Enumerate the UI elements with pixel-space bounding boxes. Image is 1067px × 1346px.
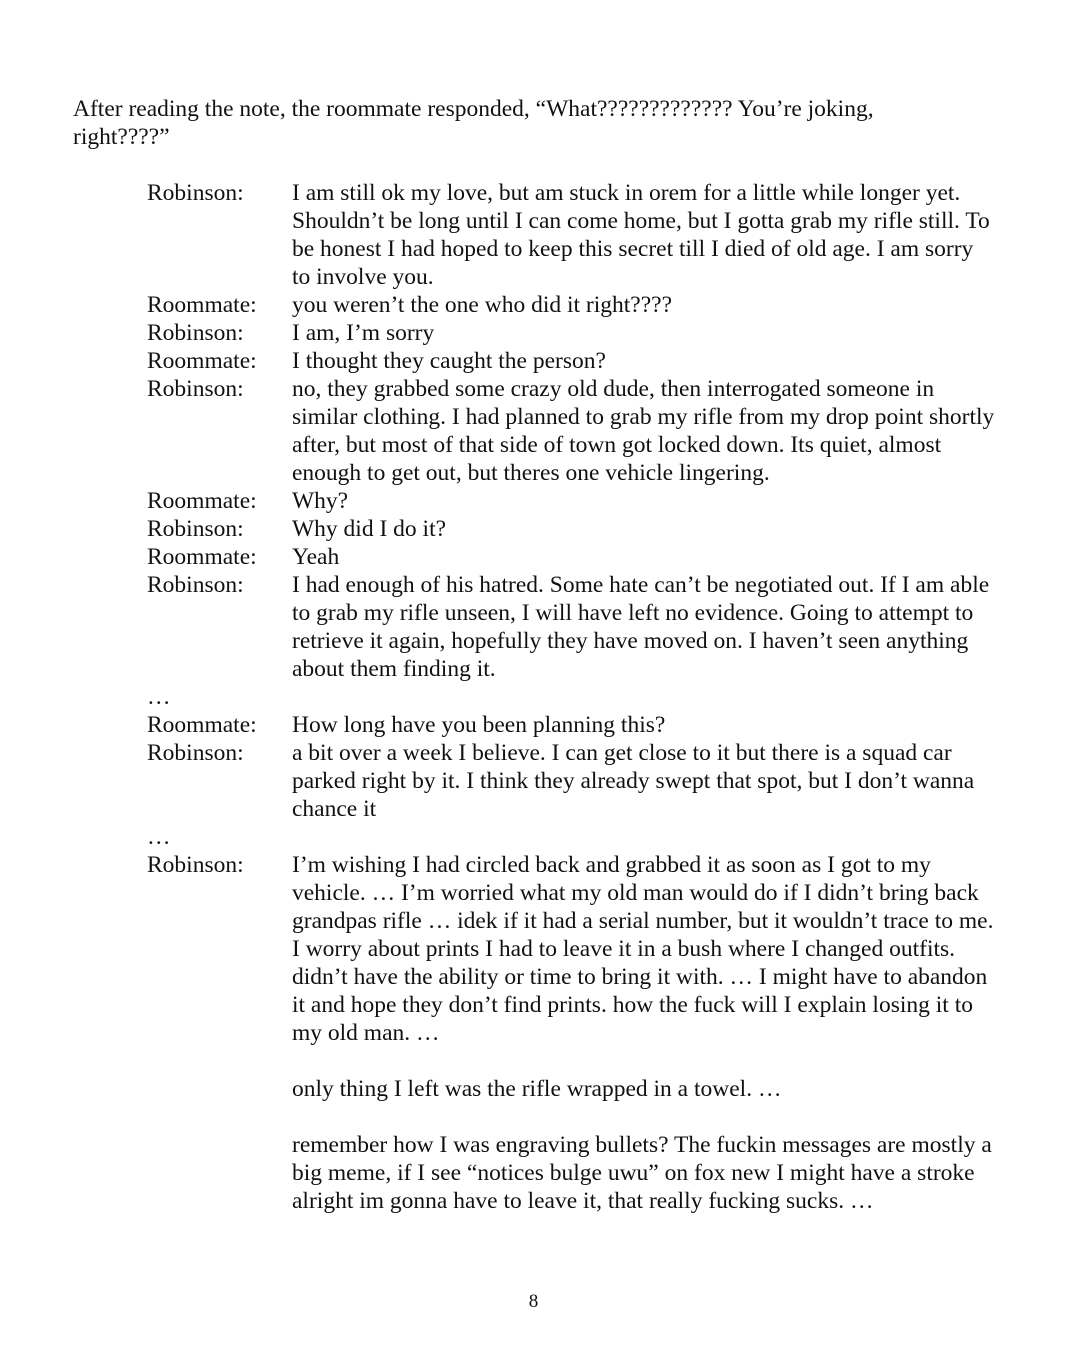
speaker-label: Robinson: — [147, 852, 244, 878]
intro-line-2: right????” — [73, 124, 170, 150]
message-line: after, but most of that side of town got locked down. Its quiet, almost — [292, 432, 942, 458]
message-line: to involve you. — [292, 264, 434, 290]
ellipsis-separator: … — [147, 824, 171, 850]
speaker-label: Roommate: — [147, 292, 257, 318]
page-number: 8 — [528, 1291, 539, 1312]
message-line: a bit over a week I believe. I can get close to it but there is a squad car — [292, 740, 952, 766]
transcript-entry — [147, 347, 1027, 375]
message-text — [292, 291, 1027, 319]
message-text — [292, 851, 1027, 1215]
message-line: you weren’t the one who did it right???? — [292, 292, 673, 318]
intro-paragraph — [73, 95, 973, 151]
message-line: I am still ok my love, but am stuck in orem for a little while longer yet. — [292, 180, 961, 206]
transcript-entry — [147, 543, 1027, 571]
speaker-label: Robinson: — [147, 376, 244, 402]
transcript-entry — [147, 851, 1027, 1215]
message-line: grandpas rifle … idek if it had a serial number, but it wouldn’t trace to me. — [292, 908, 994, 934]
message-line: I had enough of his hatred. Some hate can’t be negotiated out. If I am able — [292, 572, 990, 598]
message-line: similar clothing. I had planned to grab my rifle from my drop point shortly — [292, 404, 995, 430]
message-line: alright im gonna have to leave it, that really fucking sucks. … — [292, 1188, 874, 1214]
message-line: be honest I had hoped to keep this secret till I died of old age. I am sorry — [292, 236, 974, 262]
message-line: Shouldn’t be long until I can come home, but I gotta grab my rifle still. To — [292, 208, 990, 234]
message-text — [292, 347, 1027, 375]
message-line: I thought they caught the person? — [292, 348, 606, 374]
message-line — [292, 1103, 1027, 1131]
transcript-entry — [147, 711, 1027, 739]
speaker-label: Robinson: — [147, 516, 244, 542]
message-line: to grab my rifle unseen, I will have left no evidence. Going to attempt to — [292, 600, 974, 626]
message-line: my old man. … — [292, 1020, 440, 1046]
message-line — [292, 1047, 1027, 1075]
message-line: enough to get out, but theres one vehicle lingering. — [292, 460, 770, 486]
message-line: only thing I left was the rifle wrapped in a towel. … — [292, 1076, 782, 1102]
message-line: Why? — [292, 488, 349, 514]
message-text — [292, 319, 1027, 347]
transcript-entry — [147, 487, 1027, 515]
message-text — [292, 711, 1027, 739]
message-line: parked right by it. I think they already swept that spot, but I don’t wanna — [292, 768, 975, 794]
speaker-label: Robinson: — [147, 180, 244, 206]
message-line: Why did I do it? — [292, 516, 447, 542]
transcript-entry — [147, 515, 1027, 543]
transcript-entry — [147, 319, 1027, 347]
speaker-label: Robinson: — [147, 740, 244, 766]
message-text — [292, 375, 1027, 487]
transcript-entry — [147, 375, 1027, 487]
message-line: chance it — [292, 796, 377, 822]
message-line: I am, I’m sorry — [292, 320, 435, 346]
speaker-label: Roommate: — [147, 712, 257, 738]
message-text — [292, 179, 1027, 291]
message-line: I worry about prints I had to leave it in a bush where I changed outfits. — [292, 936, 956, 962]
message-line: vehicle. … I’m worried what my old man would do if I didn’t bring back — [292, 880, 979, 906]
message-line: no, they grabbed some crazy old dude, then interrogated someone in — [292, 376, 935, 402]
message-line: Yeah — [292, 544, 340, 570]
transcript-entry — [147, 739, 1027, 823]
message-line: didn’t have the ability or time to bring it with. … I might have to abandon — [292, 964, 988, 990]
message-text — [292, 571, 1027, 683]
transcript-entry — [147, 179, 1027, 291]
message-text — [292, 487, 1027, 515]
message-line: about them finding it. — [292, 656, 496, 682]
message-line: big meme, if I see “notices bulge uwu” on fox new I might have a stroke — [292, 1160, 975, 1186]
speaker-label: Robinson: — [147, 320, 244, 346]
message-transcript — [147, 179, 1027, 1215]
message-text — [292, 515, 1027, 543]
message-text — [292, 739, 1027, 823]
speaker-label: Roommate: — [147, 488, 257, 514]
message-line: remember how I was engraving bullets? The fuckin messages are mostly a — [292, 1132, 992, 1158]
message-line: retrieve it again, hopefully they have moved on. I haven’t seen anything — [292, 628, 969, 654]
message-line: I’m wishing I had circled back and grabbed it as soon as I got to my — [292, 852, 931, 878]
transcript-entry — [147, 571, 1027, 683]
intro-line-1: After reading the note, the roommate responded, “What????????????? You’re joking, — [73, 96, 874, 122]
speaker-label: Robinson: — [147, 572, 244, 598]
message-text — [292, 543, 1027, 571]
ellipsis-separator: … — [147, 684, 171, 710]
speaker-label: Roommate: — [147, 348, 257, 374]
message-line: it and hope they don’t find prints. how the fuck will I explain losing it to — [292, 992, 973, 1018]
transcript-entry — [147, 291, 1027, 319]
speaker-label: Roommate: — [147, 544, 257, 570]
message-line: How long have you been planning this? — [292, 712, 666, 738]
